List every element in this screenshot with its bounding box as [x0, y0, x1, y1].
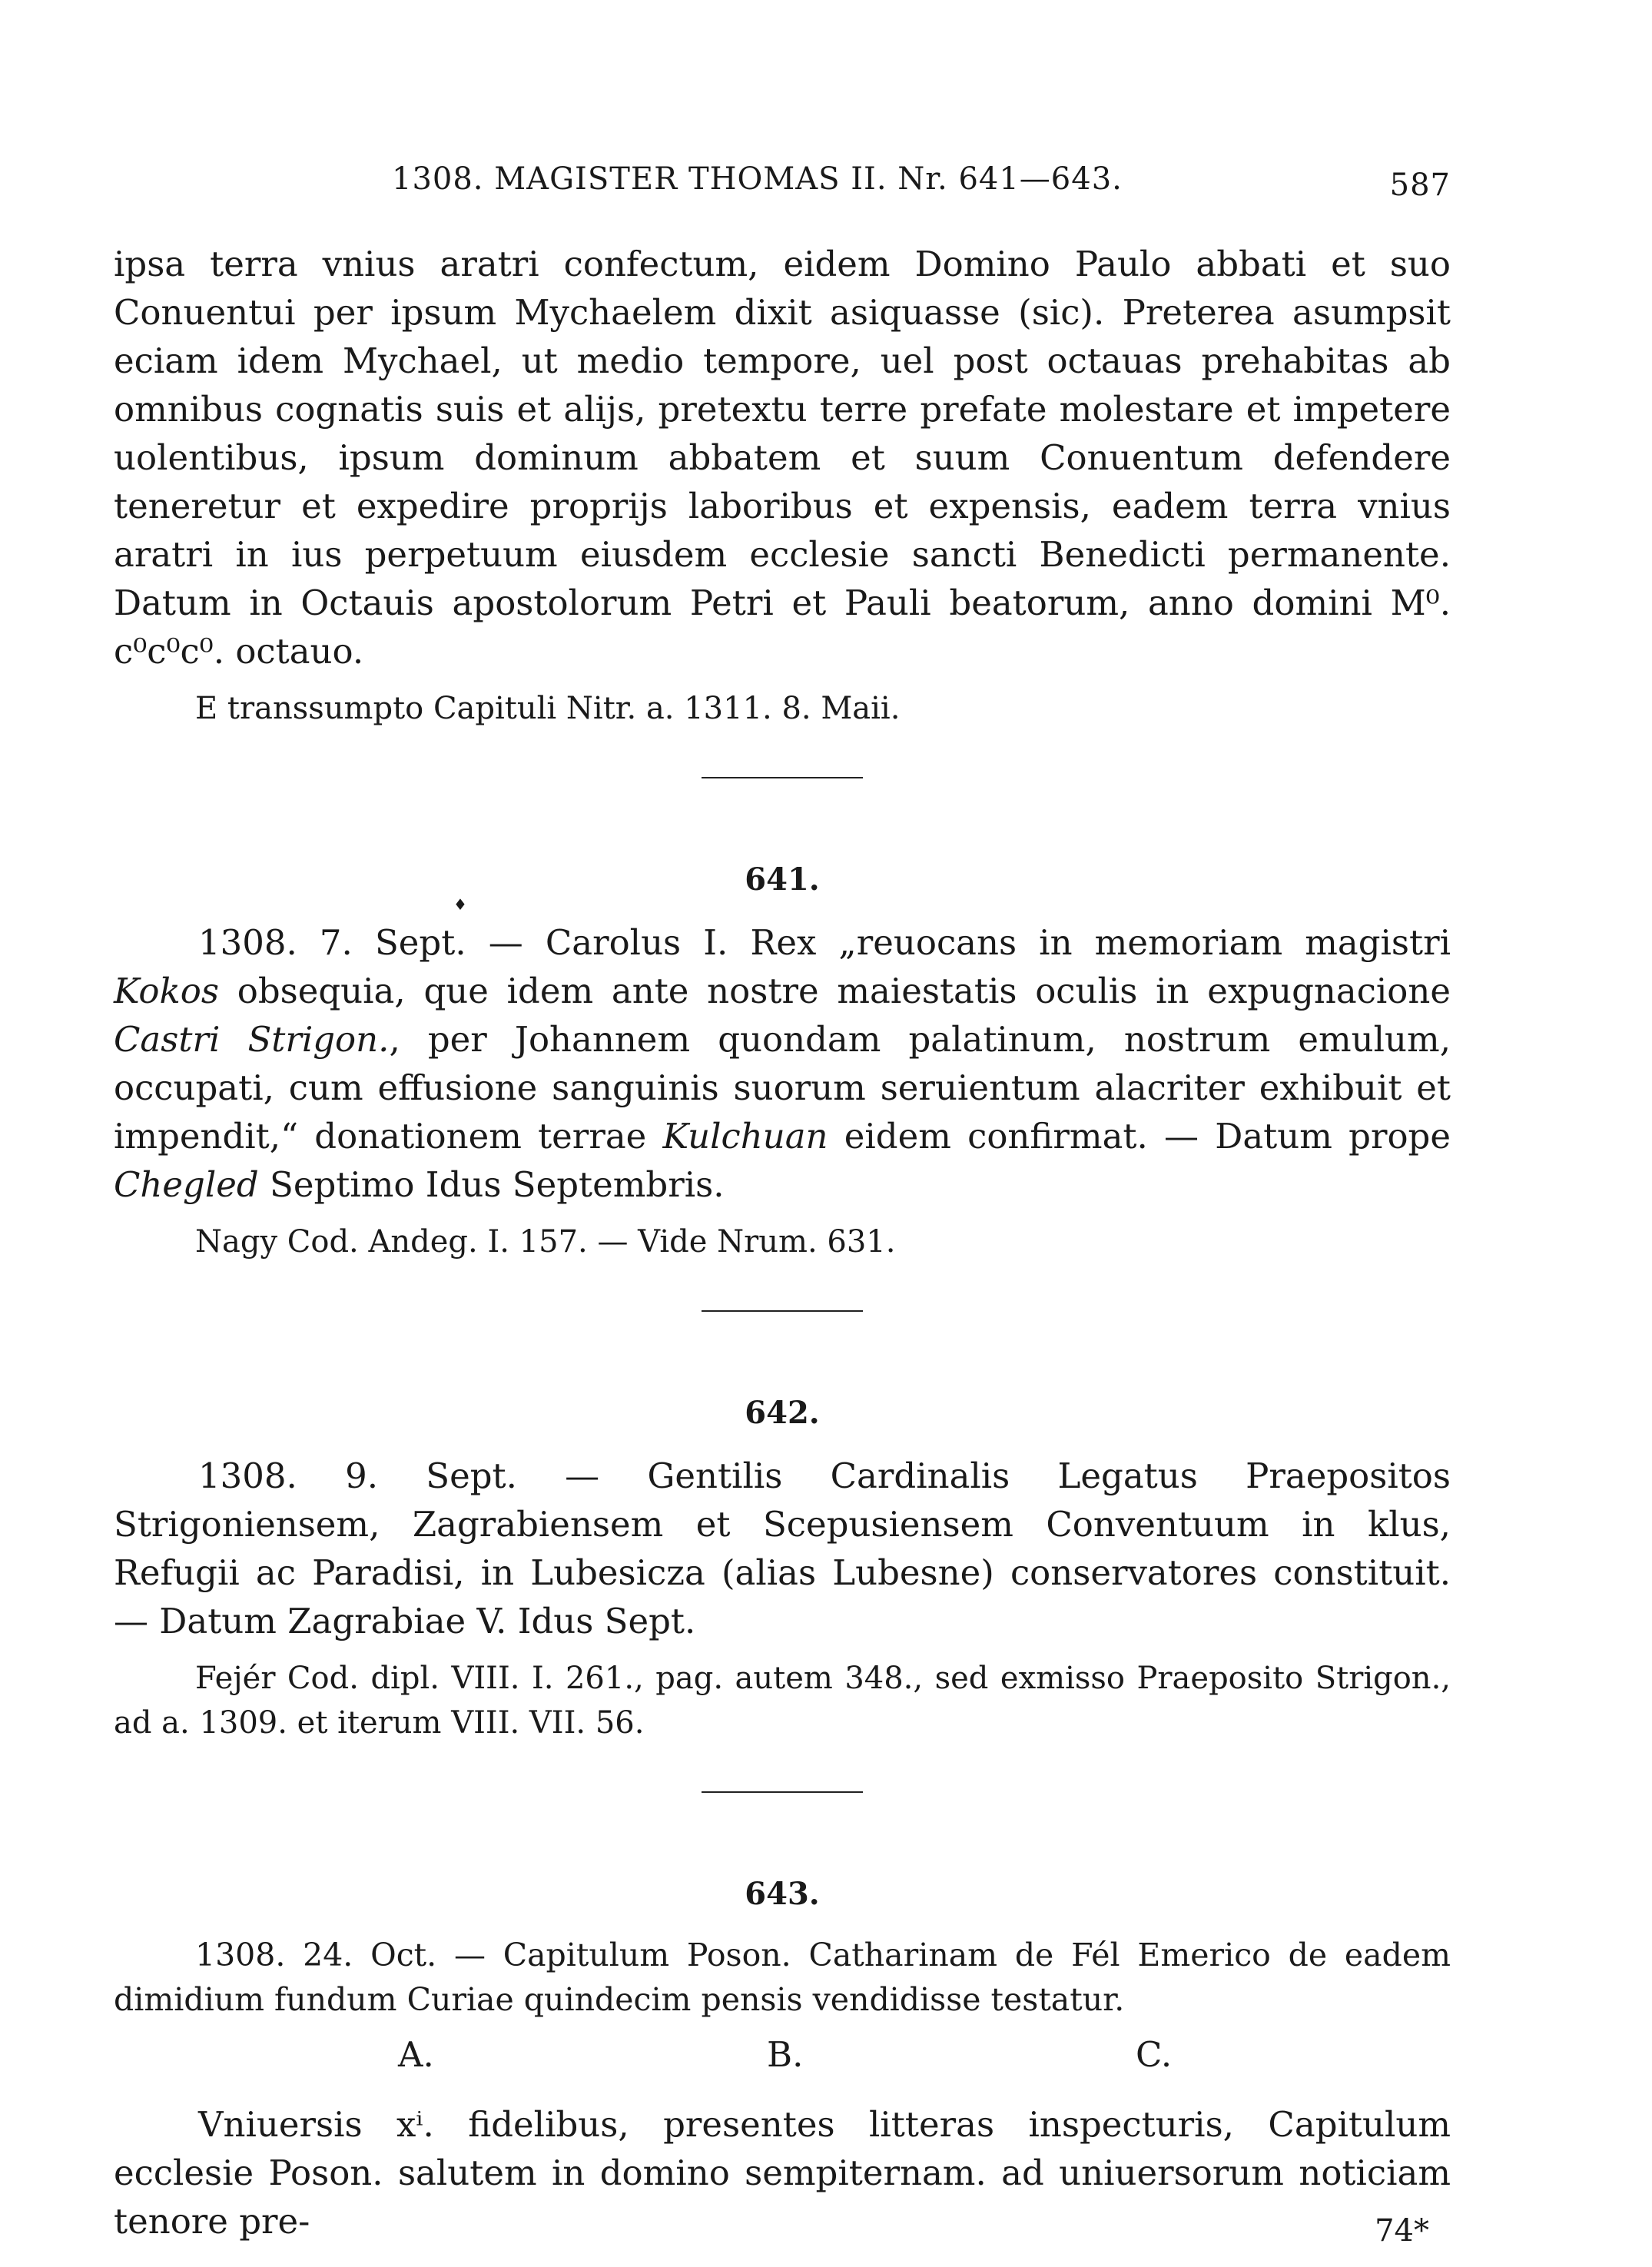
- document-page: [114, 154, 1451, 2245]
- entry-641-text-e: Septimo Idus Septembris.: [258, 1164, 725, 1205]
- version-label-c: C.: [1136, 2034, 1173, 2075]
- signature-mark: 74*: [1375, 2213, 1429, 2249]
- entry-641-text-c: , per Johannem quondam palatinum, nostrum emulum, occupati, cum effusione sanguinis suorum seruientum alacriter exhibuit et impendit,“ donationem terrae: [114, 1019, 1451, 1157]
- version-labels: [114, 2028, 1451, 2083]
- entry-641-place-chegled: Chegled: [114, 1164, 259, 1205]
- entry-643-text: Vniuersis xⁱ. fidelibus, presentes litteras inspecturis, Capitulum ecclesie Poson. salutem in domino sempiternam. ad uniuersorum noticiam tenore pre-: [114, 2104, 1451, 2242]
- entry-641-place-castri-strigon: Castri Strigon.: [114, 1019, 390, 1060]
- entry-641-place-kulchuan: Kulchuan: [662, 1116, 828, 1157]
- running-head-title: 1308. MAGISTER THOMAS II. Nr. 641—643.: [392, 161, 1123, 197]
- entry-641-text-b: obsequia, que idem ante nostre maiestatis oculis in expugnacione: [218, 971, 1451, 1011]
- entry-641-text-a: 1308. 7. Sept. — Carolus I. Rex „reuocans in memoriam magistri: [198, 922, 1451, 963]
- entry-number-641: 641.: [745, 861, 820, 898]
- version-label-b: B.: [767, 2034, 804, 2075]
- section-divider: [702, 1791, 863, 1793]
- entry-642-text: 1308. 9. Sept. — Gentilis Cardinalis Legatus Praepositos Strigoniensem, Zagrabiensem et Scepusiensem Conventuum in klus, Refugii ac Paradisi, in Lubesicza (alias Lubesne) conservatores constituit. — Datum Zagrabiae V. Idus Sept.: [114, 1455, 1451, 1641]
- entry-641-text-d: eidem confirmat. — Datum prope: [828, 1116, 1451, 1157]
- entry-number-643: 643.: [745, 1876, 820, 1912]
- entry-641-source: Nagy Cod. Andeg. I. 157. — Vide Nrum. 631.: [195, 1224, 896, 1260]
- entry-641-name-kokos: Kokos: [114, 971, 219, 1011]
- stray-mark: ♦: [453, 895, 467, 914]
- entry-641-text: [114, 918, 1451, 1209]
- entry-643-summary: 1308. 24. Oct. — Capitulum Poson. Catharinam de Fél Emerico de eadem dimidium fundum Curiae quindecim pensis vendidisse testatur.: [114, 1937, 1451, 2018]
- section-divider: [702, 1310, 863, 1312]
- section-divider: [702, 777, 863, 778]
- version-label-a: A.: [398, 2034, 434, 2075]
- page-number: 587: [1389, 168, 1451, 203]
- running-head: [114, 154, 1451, 203]
- entry-642-source: Fejér Cod. dipl. VIII. I. 261., pag. autem 348., sed exmisso Praeposito Strigon., ad a. 1309. et iterum VIII. VII. 56.: [114, 1661, 1451, 1741]
- entry-number-642: 642.: [745, 1395, 820, 1431]
- continuation-source: E transsumpto Capituli Nitr. a. 1311. 8. Maii.: [195, 691, 901, 726]
- continuation-text: ipsa terra vnius aratri confectum, eidem Domino Paulo abbati et suo Conuentui per ipsum Mychaelem dixit asiquasse (sic). Preterea asumpsit eciam idem Mychael, ut medio tempore, uel post octauas prehabitas ab omnibus cognatis suis et alijs, pretextu terre prefate molestare et impetere uolentibus, ipsum dominum abbatem et suum Conuentum defendere teneretur et expedire proprijs laboribus et expensis, eadem terra vnius aratri in ius perpetuum eiusdem ecclesie sancti Benedicti permanente. Datum in Octauis apostolorum Petri et Pauli beatorum, anno domini M⁰. c⁰c⁰c⁰. octauo.: [114, 244, 1451, 672]
